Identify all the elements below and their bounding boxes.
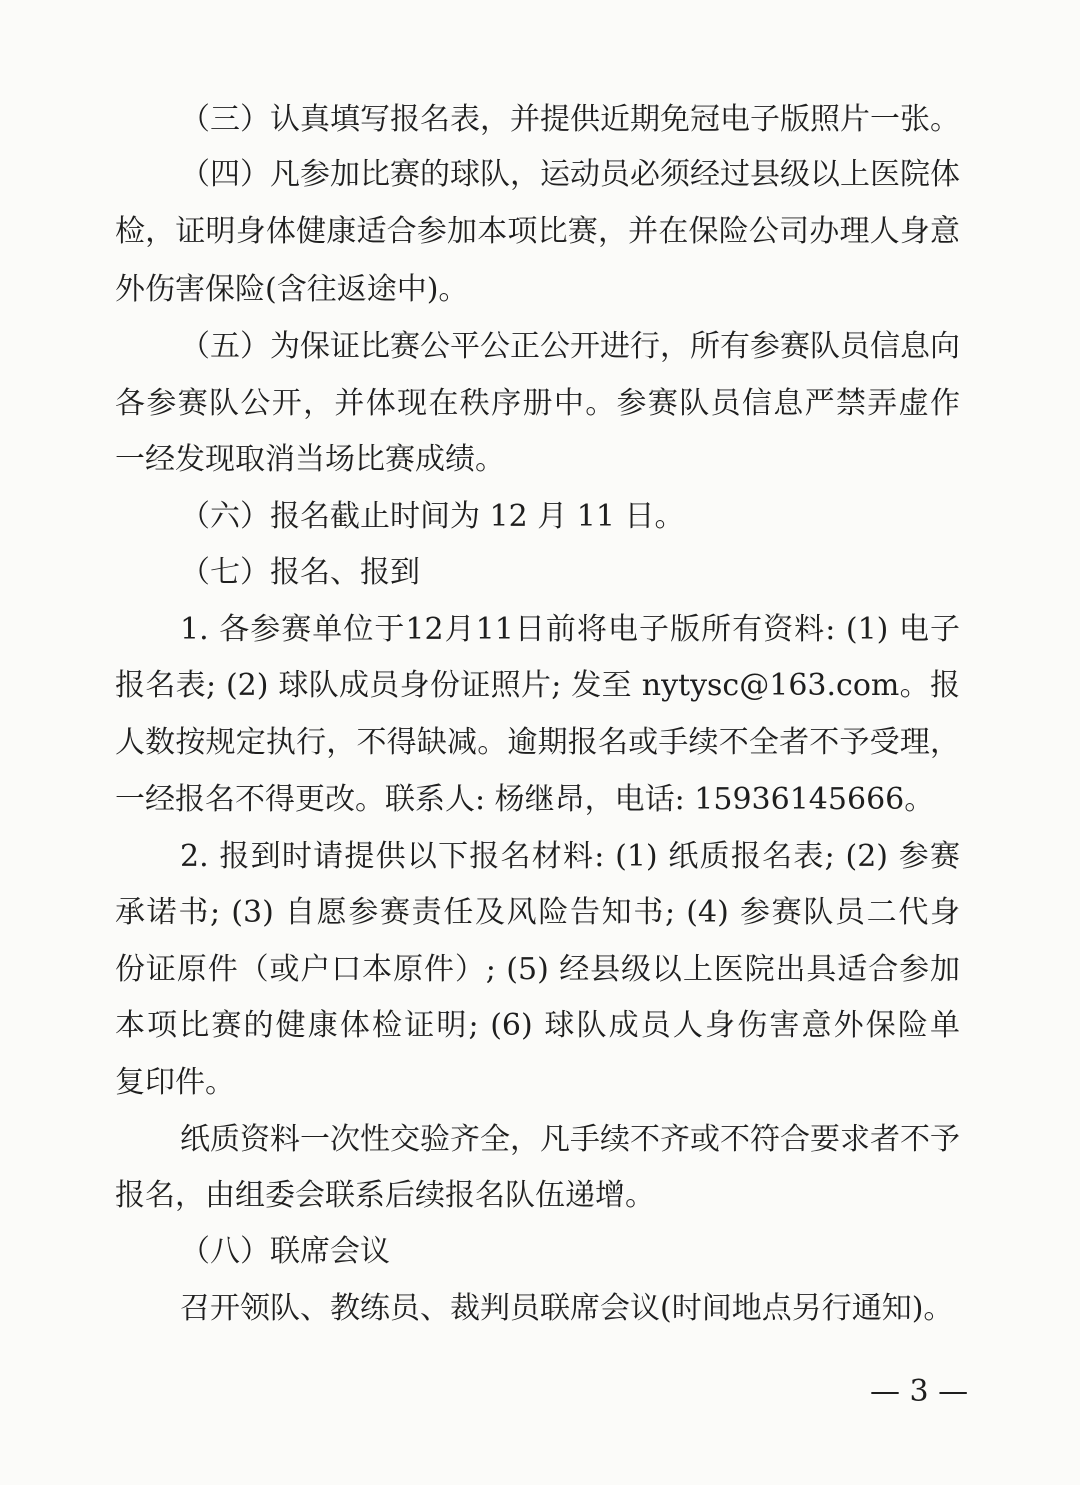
- paragraph-line: 复印件。: [115, 1065, 235, 1100]
- paragraph-line: 一经发现取消当场比赛成绩。: [115, 442, 505, 477]
- page-number: — 3 —: [870, 1374, 969, 1409]
- paragraph-line: 报名表; (2) 球队成员身份证照片; 发至 nytysc@163.com。报: [115, 668, 960, 703]
- paragraph-line: 外伤害保险(含往返途中)。: [115, 272, 469, 307]
- paragraph-line: 各参赛队公开，并体现在秩序册中。参赛队员信息严禁弄虚作: [115, 386, 960, 421]
- paragraph-line: 纸质资料一次性交验齐全，凡手续不齐或不符合要求者不予: [180, 1122, 960, 1157]
- paragraph-line: 召开领队、教练员、裁判员联席会议(时间地点另行通知)。: [180, 1291, 954, 1326]
- paragraph-line: 2. 报到时请提供以下报名材料: (1) 纸质报名表; (2) 参赛: [180, 839, 960, 874]
- paragraph-line: （三）认真填写报名表，并提供近期免冠电子版照片一张。: [180, 102, 960, 137]
- paragraph-line: 承诺书; (3) 自愿参赛责任及风险告知书; (4) 参赛队员二代身: [115, 895, 960, 930]
- paragraph-line: （四）凡参加比赛的球队，运动员必须经过县级以上医院体: [180, 157, 960, 192]
- paragraph-line: 份证原件（或户口本原件）; (5) 经县级以上医院出具适合参加: [115, 952, 960, 987]
- paragraph-line: 检，证明身体健康适合参加本项比赛，并在保险公司办理人身意: [115, 214, 960, 249]
- paragraph-line: （六）报名截止时间为 12 月 11 日。: [180, 499, 685, 534]
- paragraph-line: 本项比赛的健康体检证明; (6) 球队成员人身伤害意外保险单: [115, 1008, 960, 1043]
- paragraph-line: 报名，由组委会联系后续报名队伍递增。: [115, 1178, 655, 1213]
- paragraph-line: 人数按规定执行，不得缺减。逾期报名或手续不全者不予受理，: [115, 725, 960, 760]
- paragraph-line: 一经报名不得更改。联系人: 杨继昂，电话: 15936145666。: [115, 782, 935, 817]
- paragraph-line: 1. 各参赛单位于12月11日前将电子版所有资料: (1) 电子: [180, 612, 960, 647]
- section-heading: （八）联席会议: [180, 1234, 390, 1269]
- section-heading: （七）报名、报到: [180, 555, 420, 590]
- paragraph-line: （五）为保证比赛公平公正公开进行，所有参赛队员信息向: [180, 329, 960, 364]
